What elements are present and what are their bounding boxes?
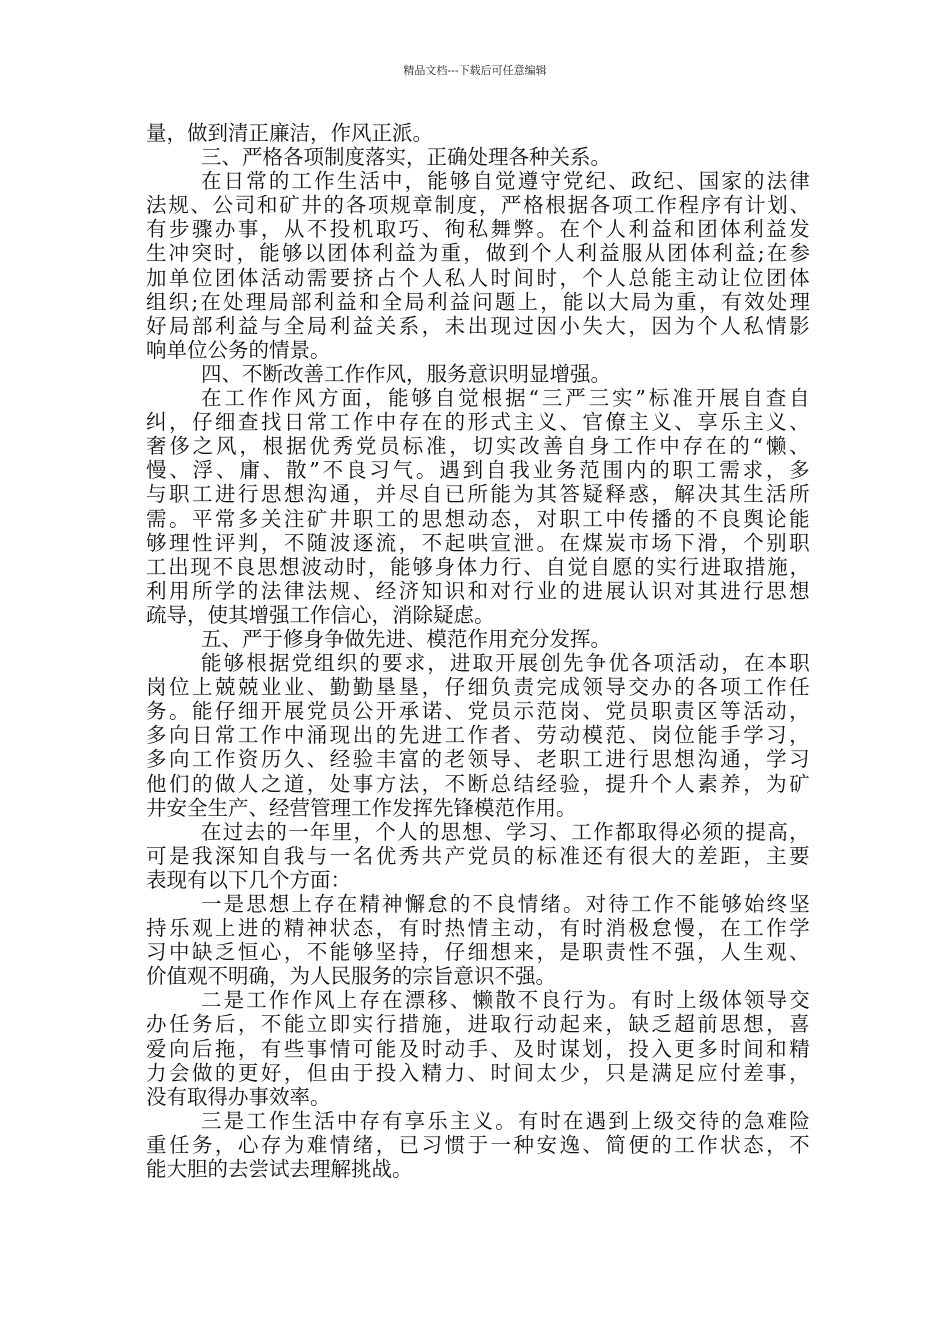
text-line: 量，做到清正廉洁，作风正派。 xyxy=(146,121,433,145)
text-line: 生 冲 突 时 ， 能 够 以 团 体 利 益 为 重 ， 做 到 个 人 利 益 服 从 团 体 利 益 ; 在 参 xyxy=(146,241,810,266)
text-line: 慢 、 浮 、 庸 、 散 ” 不 良 习 气 。 遇 到 自 我 业 务 范 围 内 的 职 工 需 求 ， 多 xyxy=(146,458,810,483)
text-line: 疏导，使其增强工作信心，消除疑虑。 xyxy=(146,602,495,627)
text-line: 习 中 缺 乏 恒 心 ， 不 能 够 坚 持 ， 仔 细 想 来 ， 是 职 责 性 不 强 ， 人 生 观 、 xyxy=(146,940,810,965)
text-line: 三 是 工 作 生 活 中 存 有 享 乐 主 义 。 有 时 在 遇 到 上 级 交 待 的 急 难 险 xyxy=(201,1108,810,1133)
text-line: 多 向 日 常 工 作 中 涌 现 出 的 先 进 工 作 者 、 劳 动 模 范 、 岗 位 能 手 学 习 ， xyxy=(146,723,810,748)
text-line: 在 过 去 的 一 年 里 ， 个 人 的 思 想 、 学 习 、 工 作 都 取 得 必 须 的 提 高 ， xyxy=(201,819,810,844)
text-line: 与 职 工 进 行 思 想 沟 通 ， 并 尽 自 已 所 能 为 其 答 疑 释 惑 ， 解 决 其 生 活 所 xyxy=(146,482,810,507)
text-line: 表现有以下几个方面： xyxy=(146,867,351,892)
text-line: 五、严于修身争做先进、模范作用充分发挥。 xyxy=(201,626,611,651)
text-line: 力 会 做 的 更 好 ， 但 由 于 投 入 精 力 、 时 间 太 少 ， 只 是 满 足 应 付 差 事 ， xyxy=(146,1060,810,1085)
text-line: 组 织 ; 在 处 理 局 部 利 益 和 全 局 利 益 问 题 上 ， 能 以 大 局 为 重 ， 有 效 处 理 xyxy=(146,289,810,314)
text-line: 加 单 位 团 体 活 动 需 要 挤 占 个 人 私 人 时 间 时 ， 个 人 总 能 主 动 让 位 团 体 xyxy=(146,265,810,290)
text-line: 岗 位 上 兢 兢 业 业 、 勤 勤 垦 垦 ， 仔 细 负 责 完 成 领 导 交 办 的 各 项 工 作 任 xyxy=(146,675,810,700)
text-line: 在 工 作 作 风 方 面 ， 能 够 自 觉 根 据 “ 三 严 三 实 ” 标 准 开 展 自 查 自 xyxy=(201,386,810,411)
document-body xyxy=(146,121,810,1181)
text-line: 有 步 骤 办 事 ， 从 不 投 机 取 巧 、 徇 私 舞 弊 。 在 个 人 利 益 和 团 体 利 益 发 xyxy=(146,217,810,242)
text-line: 二 是 工 作 作 风 上 存 在 漂 移 、 懒 散 不 良 行 为 。 有 时 上 级 体 领 导 交 xyxy=(201,988,810,1013)
page-header: 精品文档---下载后可任意编辑 xyxy=(403,64,547,77)
text-line: 三、严格各项制度落实，正确处理各种关系。 xyxy=(201,145,611,170)
text-line: 井安全生产、经营管理工作发挥先锋模范作用。 xyxy=(146,795,577,820)
text-line: 工 出 现 不 良 思 想 波 动 时 ， 能 够 身 体 力 行 、 自 觉 自 愿 的 实 行 进 取 措 施 ， xyxy=(146,554,810,579)
text-line: 爱 向 后 拖 ， 有 些 事 情 可 能 及 时 动 手 、 及 时 谋 划 ， 投 入 更 多 时 间 和 精 xyxy=(146,1036,810,1061)
text-line: 够 理 性 评 判 ， 不 随 波 逐 流 ， 不 起 哄 宣 泄 。 在 煤 炭 市 场 下 滑 ， 个 别 职 xyxy=(146,530,810,555)
text-line: 重 任 务 ， 心 存 为 难 情 绪 ， 已 习 惯 于 一 种 安 逸 、 简 便 的 工 作 状 态 ， 不 xyxy=(146,1132,810,1157)
text-line: 务 。 能 仔 细 开 展 党 员 公 开 承 诺 、 党 员 示 范 岗 、 党 员 职 责 区 等 活 动 ， xyxy=(146,699,810,724)
text-line: 价值观不明确，为人民服务的宗旨意识不强。 xyxy=(146,964,556,989)
text-line: 多 向 工 作 资 历 久 、 经 验 丰 富 的 老 领 导 、 老 职 工 进 行 思 想 沟 通 ， 学 习 xyxy=(146,747,810,772)
text-line: 持 乐 观 上 进 的 精 神 状 态 ， 有 时 热 情 主 动 ， 有 时 消 极 怠 慢 ， 在 工 作 学 xyxy=(146,916,810,941)
text-line: 在 日 常 的 工 作 生 活 中 ， 能 够 自 觉 遵 守 党 纪 、 政 纪 、 国 家 的 法 律 xyxy=(201,169,810,194)
text-line: 可 是 我 深 知 自 我 与 一 名 优 秀 共 产 党 员 的 标 准 还 有 很 大 的 差 距 ， 主 要 xyxy=(146,843,810,868)
text-line: 利 用 所 学 的 法 律 法 规 、 经 济 知 识 和 对 行 业 的 进 展 认 识 对 其 进 行 思 想 xyxy=(146,578,810,603)
text-line: 纠 ， 仔 细 查 找 日 常 工 作 中 存 在 的 形 式 主 义 、 官 僚 主 义 、 享 乐 主 义 、 xyxy=(146,410,810,435)
text-line: 四、不断改善工作作风，服务意识明显增强。 xyxy=(201,361,611,386)
text-line: 办 任 务 后 ， 不 能 立 即 实 行 措 施 ， 进 取 行 动 起 来 ， 缺 乏 超 前 思 想 ， 喜 xyxy=(146,1012,810,1037)
text-line: 他 们 的 做 人 之 道 ， 处 事 方 法 ， 不 断 总 结 经 验 ， 提 升 个 人 素 养 ， 为 矿 xyxy=(146,771,810,796)
text-line: 没有取得办事效率。 xyxy=(146,1084,331,1109)
text-line: 需 。 平 常 多 关 注 矿 井 职 工 的 思 想 动 态 ， 对 职 工 中 传 播 的 不 良 舆 论 能 xyxy=(146,506,810,531)
text-line: 响单位公务的情景。 xyxy=(146,337,331,362)
text-line: 法 规 、 公 司 和 矿 井 的 各 项 规 章 制 度 ， 严 格 根 据 各 项 工 作 程 序 有 计 划 、 xyxy=(146,193,810,218)
text-line: 能 够 根 据 党 组 织 的 要 求 ， 进 取 开 展 创 先 争 优 各 项 活 动 ， 在 本 职 xyxy=(201,651,810,676)
text-line: 好 局 部 利 益 与 全 局 利 益 关 系 ， 未 出 现 过 因 小 失 大 ， 因 为 个 人 私 情 影 xyxy=(146,313,810,338)
text-line: 一 是 思 想 上 存 在 精 神 懈 怠 的 不 良 情 绪 。 对 待 工 作 不 能 够 始 终 坚 xyxy=(201,892,810,916)
text-line: 能大胆的去尝试去理解挑战。 xyxy=(146,1157,413,1182)
text-line: 奢 侈 之 风 ， 根 据 优 秀 党 员 标 准 ， 切 实 改 善 自 身 工 作 中 存 在 的 “ 懒 、 xyxy=(146,434,810,459)
